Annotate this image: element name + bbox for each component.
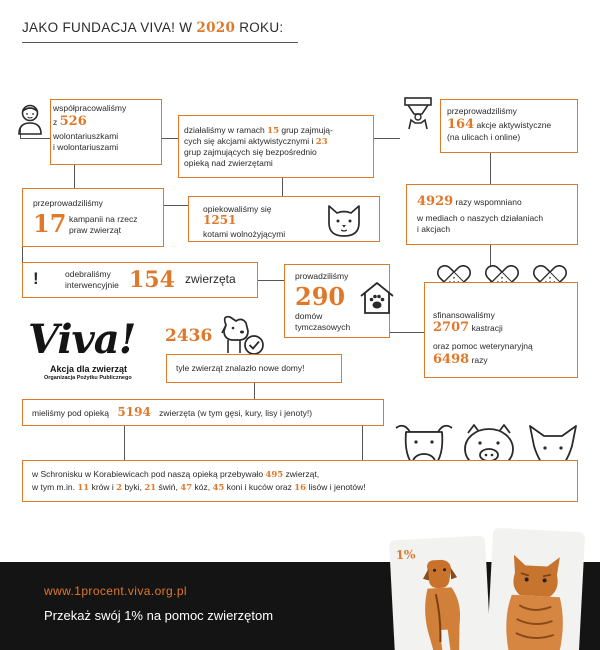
- cat-card: [487, 528, 585, 650]
- exclamation-icon: !: [33, 269, 39, 288]
- castrations-count: 2707: [433, 320, 470, 335]
- logo-subtitle: Akcja dla zwierząt: [50, 364, 128, 374]
- shelter-box: w Schronisku w Korabiewicach pod naszą opieką przebywało 495 zwierząt, w tym m.in. 11 krów i 2 byki, 21 świń, 47 kóz, 45 koni i kuców oraz 16 lisów i jenotów!: [22, 460, 578, 502]
- groups-box: działaliśmy w ramach 15 grup zajmują- cych się akcjami aktywistycznymi i 23 grup zajmujących się bezpośrednio opieką nad zwierzętami: [178, 115, 374, 178]
- campaigns-count: 17: [33, 209, 67, 238]
- title-underline: [22, 42, 298, 43]
- cat-illustration: [487, 528, 585, 650]
- volunteers-count: 526: [59, 114, 87, 129]
- title-year: 2020: [196, 20, 236, 36]
- activist-actions-box: przeprowadziliśmy 164 akcje aktywistyczne (na ulicach i online): [440, 99, 578, 153]
- animals-care-box: mieliśmy pod opieką 5194 zwierzęta (w tym gęsi, kury, lisy i jenoty!): [22, 399, 384, 426]
- connector-line: [490, 153, 491, 184]
- media-count: 4929: [417, 194, 454, 209]
- house-paw-icon: [358, 281, 396, 315]
- cat-face-icon: [324, 203, 364, 239]
- interventions-box: ! odebraliśmy interwencyjnie 154 zwierzęta: [22, 262, 258, 298]
- care-count: 5194: [117, 405, 151, 419]
- page-title: JAKO FUNDACJA VIVA! W 2020 ROKU:: [22, 20, 284, 36]
- cats-count: 1251: [203, 213, 237, 227]
- media-box: 4929 razy wspomniano w mediach o naszych działaniach i akcjach: [406, 184, 578, 245]
- viva-logo: Viva!: [28, 316, 136, 363]
- interventions-count: 154: [129, 267, 175, 293]
- connector-line: [254, 383, 255, 399]
- groups-count-a: 15: [267, 126, 279, 136]
- actions-count: 164: [447, 117, 475, 132]
- vet-help-count: 6498: [433, 352, 470, 367]
- footer-tagline: Przekaż swój 1% na pomoc zwierzętom: [44, 608, 274, 623]
- card-percent-label: 1%: [395, 547, 416, 563]
- connector-line: [258, 280, 284, 281]
- connector-line: [362, 426, 363, 460]
- cats-box: opiekowaliśmy się 1251 kotami wolnożyjącymi: [188, 196, 380, 242]
- campaigns-box: przeprowadziliśmy 17 kampanii na rzecz praw zwierząt: [22, 188, 164, 247]
- connector-line: [124, 426, 125, 460]
- volunteer-person-icon: [16, 103, 44, 135]
- connector-line: [74, 164, 75, 188]
- foster-count: 290: [295, 282, 346, 311]
- logo-org-type: Organizacja Pożytku Publicznego: [44, 375, 132, 381]
- dog-illustration: [389, 536, 491, 650]
- vet-care-box: sfinansowaliśmy 2707 kastracji oraz pomoc weterynaryjną 6498 razy: [424, 282, 578, 378]
- connector-line: [390, 332, 424, 333]
- connector-line: [22, 247, 23, 262]
- donation-website-link[interactable]: www.1procent.viva.org.pl: [44, 584, 187, 598]
- connector-line: [282, 178, 283, 196]
- foster-homes-box: prowadziliśmy 290 domów tymczasowych: [284, 264, 390, 338]
- dog-card: [389, 536, 491, 650]
- dog-check-icon: [218, 313, 268, 359]
- connector-line: [374, 138, 400, 139]
- volunteers-box: współpracowaliśmy z 526 wolontariuszkami i wolontariuszami: [50, 99, 162, 165]
- adopted-count: 2436: [165, 326, 213, 346]
- connector-line: [164, 205, 188, 206]
- adopted-box: tyle zwierząt znalazło nowe domy!: [166, 354, 342, 383]
- megaphone-activist-icon: [402, 96, 434, 130]
- groups-count-b: 23: [315, 137, 328, 147]
